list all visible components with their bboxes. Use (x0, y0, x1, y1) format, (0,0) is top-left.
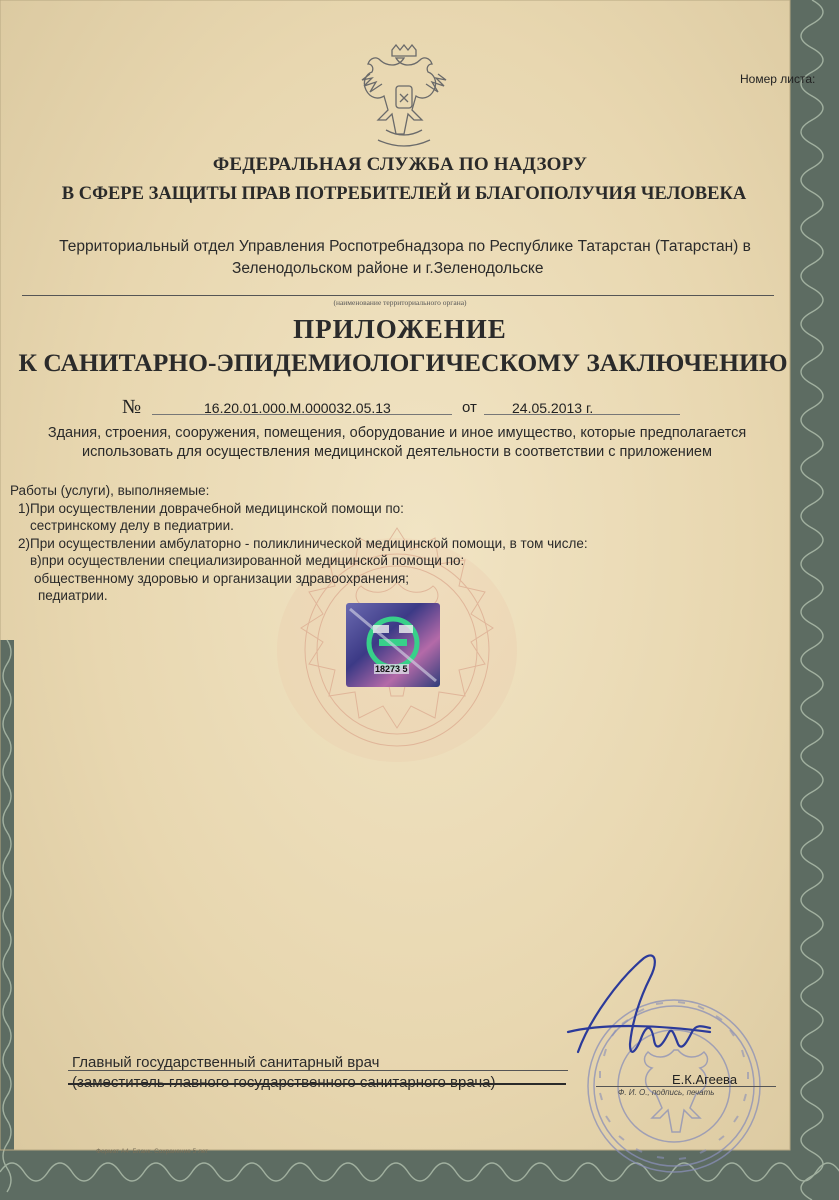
document-title-line1: ПРИЛОЖЕНИЕ (293, 314, 507, 344)
strikethrough-line (68, 1083, 566, 1085)
list-item: в)при осуществлении специализированной медицинской помощи по: (30, 553, 465, 568)
list-item: педиатрии. (38, 588, 108, 603)
agency-heading-line2: В СФЕРЕ ЗАЩИТЫ ПРАВ ПОТРЕБИТЕЛЕЙ И БЛАГОПОЛУЧИЯ ЧЕЛОВЕКА (61, 184, 747, 204)
hologram-serial: 18273 5 (375, 664, 408, 674)
certificate-number: 16.20.01.000.М.000032.05.13 (204, 400, 391, 416)
department-line2: Зеленодольском районе и г.Зеленодольске (232, 260, 544, 277)
hologram-sticker (346, 603, 440, 687)
signer-caption: Ф. И. О., подпись, печать (618, 1088, 715, 1097)
double-headed-eagle-emblem (356, 44, 452, 148)
description-line2: использовать для осуществления медицинской деятельности в соответствии с приложением (82, 444, 712, 460)
agency-heading-line1: ФЕДЕРАЛЬНАЯ СЛУЖБА ПО НАДЗОРУ (212, 154, 588, 175)
department-line1: Территориальный отдел Управления Роспотребнадзора по Республике Татарстан (Татарстан) в (59, 238, 751, 255)
form-footer-note: Формат А4. Бланк. Сохранение 5 лет (96, 1148, 209, 1155)
description-line1: Здания, строения, сооружения, помещения, оборудование и иное имущество, которые предполагается (47, 425, 747, 441)
list-item: общественному здоровью и организации здравоохранения; (34, 570, 410, 586)
works-list (10, 482, 588, 605)
handwritten-signature (560, 948, 720, 1078)
list-item: сестринскому делу в педиатрии. (30, 518, 234, 533)
number-sign: № (122, 396, 142, 418)
department-name (20, 236, 790, 280)
property-description (2, 424, 792, 462)
date-from-label: от (462, 399, 477, 416)
signatory-title: Главный государственный санитарный врач (72, 1054, 380, 1071)
department-underline (22, 295, 774, 296)
document-title-line2: К САНИТАРНО-ЭПИДЕМИОЛОГИЧЕСКОМУ ЗАКЛЮЧЕНИЮ (18, 348, 788, 377)
department-caption: (наименование территориального органа) (333, 298, 467, 307)
list-item: 2)При осуществлении амбулаторно - поликлинической медицинской помощи, в том числе: (18, 535, 588, 551)
sheet-number-label: Номер листа: (740, 72, 816, 86)
certificate-date: 24.05.2013 г. (512, 400, 594, 416)
list-item: 1)При осуществлении доврачебной медицинской помощи по: (18, 500, 404, 516)
signer-name: Е.К.Агеева (672, 1072, 738, 1087)
works-header: Работы (услуги), выполняемые: (10, 483, 210, 498)
